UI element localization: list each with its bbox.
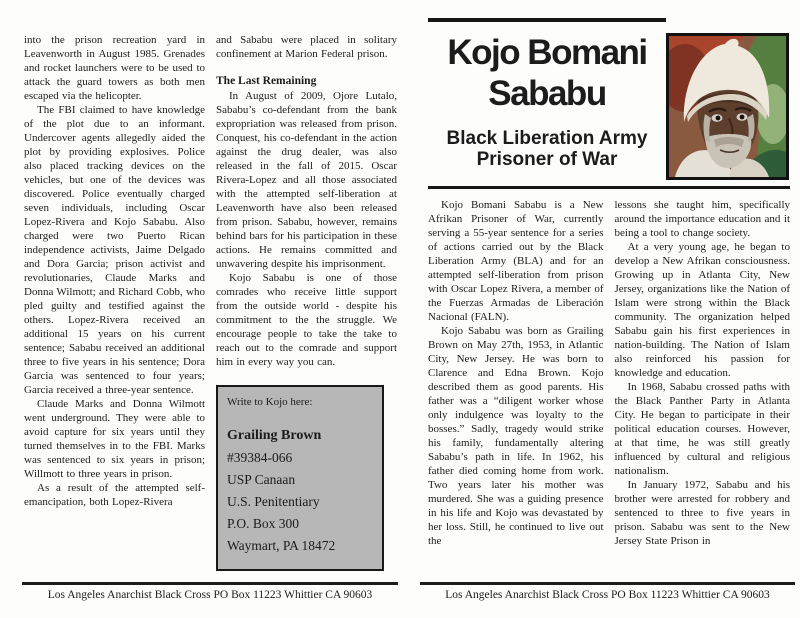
right-page-footer: Los Angeles Anarchist Black Cross PO Box 11223 Whittier CA 90603	[420, 582, 795, 602]
page-subtitle	[428, 128, 666, 170]
body-paragraph: Kojo Sababu was born as Grailing Brown on May 27th, 1953, in Atlantic City, New Jersey. He was born to Clarence and Edna Brown. Kojo described them as good parents. His father was a “diligent worker whose only indulgence was loyalty to the bosses.” Sadly, tragedy would strike his family, fundamentally altering Sababu’s path in life. In 1962, his father died coming home from work. Two years later his mother was murdered. She was a guiding presence in his life and Kojo was devastated by her loss. Still, he continued to live out the	[428, 325, 604, 547]
right-page-header	[428, 26, 790, 180]
body-paragraph: The FBI claimed to have knowledge of the plot due to an informant. Undercover agents allegedly aided the plot by providing explosives. Police also placed tracking devices on the vehicles, but one of the devices was discovered. Police eventually charged seven individuals, including Oscar Lopez-Rivera and Kojo Sababu. Also charged were two Puerto Rican independence activists, Jaime Delgado and Dora Garcia; prison activist and revolutionaries, Claude Marks and Donna Wilmott; and Richard Cobb, who pled guilty and testified against the others. Lopez-Rivera received an additional 15 years on his current sentence; Sababu received an additional three to five years in his sentence; Dora Garcia was sentenced to four years; Garcia received a three-year sentence.	[24, 104, 205, 396]
body-paragraph: Kojo Sababu is one of those comrades who receive little support from the outside world - despite his commitment to the the struggle. We encourage people to take the take to reach out to the comrade and support him in every way you can.	[216, 272, 397, 368]
left-page-column-2	[216, 33, 397, 571]
address-line: #39384-066	[227, 450, 293, 465]
section-heading: The Last Remaining	[216, 75, 317, 87]
page-title-line-1: Kojo Bomani	[447, 33, 647, 72]
address-line: Waymart, PA 18472	[227, 538, 336, 553]
body-paragraph: As a result of the attempted self-emancipation, both Lopez-Rivera	[24, 482, 205, 508]
recipient-name: Grailing Brown	[227, 428, 322, 443]
address-box-label: Write to Kojo here:	[227, 396, 313, 408]
body-paragraph: In August of 2009, Ojore Lutalo, Sababu’s co-defendant from the bank expropriation was released from prison. Conquest, his co-defendant in the action against the drug dealer, was also released in the fall of 2015. Oscar Rivera-Lopez and all those associated with the attempted self-liberation at Leavenworth have also been released from prison. Sababu, however, remains behind bars for his participation in these actions. He remains committed and unwavering despite his imprisonment.	[216, 90, 397, 270]
right-page-column-2	[615, 198, 791, 548]
portrait-illustration	[669, 36, 786, 177]
left-page-footer: Los Angeles Anarchist Black Cross PO Box 11223 Whittier CA 90603	[22, 582, 398, 602]
prisoner-portrait-photo	[666, 33, 789, 180]
address-line: USP Canaan	[227, 472, 296, 487]
title-block	[428, 26, 666, 170]
body-paragraph: In 1968, Sababu crossed paths with the Black Panther Party in Atlanta City. He began to participate in their political education courses. However, at that time, he was still greatly influenced by cultural and religious nationalism.	[614, 381, 790, 477]
page-title-line-2: Sababu	[488, 74, 606, 113]
page-subtitle-line-1: Black Liberation Army	[446, 128, 648, 149]
right-page-column-1	[428, 198, 604, 548]
body-paragraph: lessons she taught him, specifically around the importance education and it being a tool to change society.	[614, 199, 790, 239]
body-paragraph: and Sababu were placed in solitary confinement at Marion Federal prison.	[216, 34, 397, 60]
body-paragraph: In January 1972, Sababu and his brother were arrested for robbery and sentenced to three to five years in prison. Sababu was sent to the New Jersey State Prison in	[614, 479, 790, 547]
header-divider-rule	[428, 186, 790, 189]
left-page	[24, 33, 397, 571]
right-page	[428, 198, 790, 548]
body-paragraph: At a very young age, he began to develop a New Afrikan consciousness. Growing up in Atlanta City, New Jersey, organizations like the Nation of Islam were strong within the Black community. The organization helped Sababu gain his first experiences in nation-building. The Nation of Islam also reinforced his passion for knowledge and education.	[614, 241, 790, 379]
left-page-column-1	[24, 33, 205, 571]
body-paragraph: Kojo Bomani Sababu is a New Afrikan Prisoner of War, currently serving a 55-year sentence for a series of actions carried out by the Black Liberation Army (BLA) and for an attempted self-liberation from prison with Oscar Lopez Rivera, a member of the Fuerzas Armadas de Liberación Nacional (FALN).	[428, 199, 604, 323]
title-top-rule	[428, 18, 666, 22]
address-line: P.O. Box 300	[227, 516, 300, 531]
page-subtitle-line-2: Prisoner of War	[476, 149, 618, 170]
address-line: U.S. Penitentiary	[227, 494, 320, 509]
write-to-kojo-address-box	[216, 385, 384, 571]
body-paragraph: into the prison recreation yard in Leavenworth in August 1985. Grenades and rocket launchers were to be used to attack the guard towers as both men escaped via the helicopter.	[24, 34, 205, 102]
body-paragraph: Claude Marks and Donna Wilmott went underground. They were able to avoid capture for six years until they turned themselves in to the FBI. Marks was sentenced to six years in prison; Willmott to three years in prison.	[24, 398, 205, 480]
